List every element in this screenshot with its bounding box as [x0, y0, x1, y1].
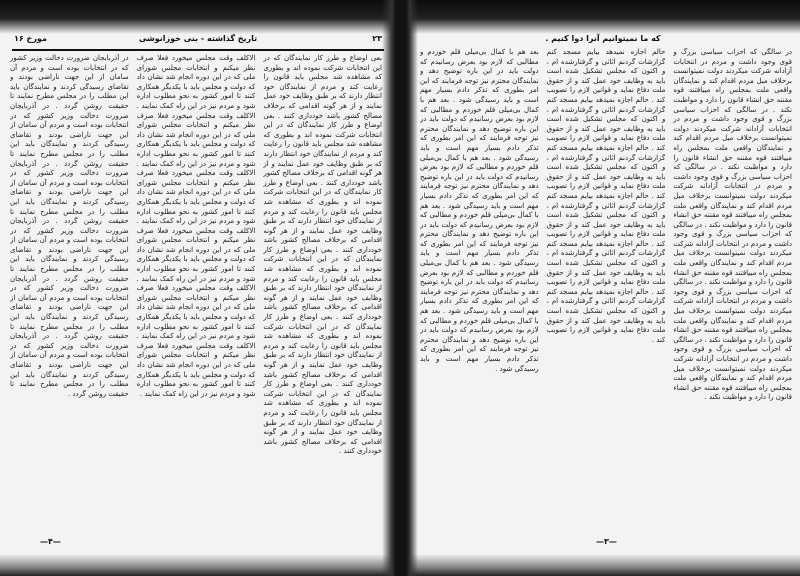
text-column: الاکلف وقت مجلس میخورد فعلا صرف نظر میکنم و انتخابات مجلس شورای ملی که در این دوره انجام شد نشان داد که دولت و مجلس باید با یکدیگر همکاری کنند تا امور کشور به نحو مطلوب اداره شود و مردم نیز در این راه کمک نمایند . الاکلف وقت مجلس میخورد فعلا صرف نظر میکنم و انتخابات مجلس شورای ملی که در این دوره انجام شد نشان داد که دولت و مجلس باید با یکدیگر همکاری کنند تا امور کشور به نحو مطلوب اداره شود و مردم نیز در این راه کمک نمایند . الاکلف وقت مجلس میخورد فعلا صرف نظر میکنم و انتخابات مجلس شورای ملی که در این دوره انجام شد نشان داد که دولت و مجلس باید با یکدیگر همکاری کنند تا امور کشور به نحو مطلوب اداره شود و مردم نیز در این راه کمک نمایند . الاکلف وقت مجلس میخورد فعلا صرف نظر میکنم و انتخابات مجلس شورای ملی که در این دوره انجام شد نشان داد که دولت و مجلس باید با یکدیگر همکاری کنند تا امور کشور به نحو مطلوب اداره شود و مردم نیز در این راه کمک نمایند . الاکلف وقت مجلس میخورد فعلا صرف نظر میکنم و انتخابات مجلس شورای ملی که در این دوره انجام شد نشان داد که دولت و مجلس باید با یکدیگر همکاری کنند تا امور کشور به نحو مطلوب اداره شود و مردم نیز در این راه کمک نمایند . الاکلف وقت مجلس میخورد فعلا صرف نظر میکنم و انتخابات مجلس شورای ملی که در این دوره انجام شد نشان داد که دولت و مجلس باید با یکدیگر همکاری کنند تا امور کشور به نحو مطلوب اداره شود و مردم نیز در این راه کمک نمایند . [136, 54, 256, 398]
text-columns [10, 54, 382, 548]
page-header [14, 30, 382, 48]
text-column: حالم اجازه نمیدهد بیایم مسجد کنم گزارشات گردنم اثاثی و گرفتارشده ام ، و اکنون که مجلس تشکیل شده است باید به وظایف خود عمل کند و از حقوق ملت دفاع نماید و قوانین لازم را تصویب کند . حالم اجازه نمیدهد بیایم مسجد کنم گزارشات گردنم اثاثی و گرفتارشده ام ، و اکنون که مجلس تشکیل شده است باید به وظایف خود عمل کند و از حقوق ملت دفاع نماید و قوانین لازم را تصویب کند . حالم اجازه نمیدهد بیایم مسجد کنم گزارشات گردنم اثاثی و گرفتارشده ام ، و اکنون که مجلس تشکیل شده است باید به وظایف خود عمل کند و از حقوق ملت دفاع نماید و قوانین لازم را تصویب کند . حالم اجازه نمیدهد بیایم مسجد کنم گزارشات گردنم اثاثی و گرفتارشده ام ، و اکنون که مجلس تشکیل شده است باید به وظایف خود عمل کند و از حقوق ملت دفاع نماید و قوانین لازم را تصویب کند . حالم اجازه نمیدهد بیایم مسجد کنم گزارشات گردنم اثاثی و گرفتارشده ام ، و اکنون که مجلس تشکیل شده است باید به وظایف خود عمل کند و از حقوق ملت دفاع نماید و قوانین لازم را تصویب کند . حالم اجازه نمیدهد بیایم مسجد کنم گزارشات گردنم اثاثی و گرفتارشده ام ، و اکنون که مجلس تشکیل شده است باید به وظایف خود عمل کند و از حقوق ملت دفاع نماید و قوانین لازم را تصویب کند . [546, 48, 666, 344]
text-column: بعی اوضاع و طرز کار نمایندگان که در این انتخابات شرکت نموده اند و بطوری که مشاهده شد مجلس باید قانون را رعایت کند و مردم از نمایندگان خود انتظار دارند که بر طبق وظایف خود عمل نمایند و از هر گونه اقدامی که برخلاف مصالح کشور باشد خودداری کنند . بعی اوضاع و طرز کار نمایندگان که در این انتخابات شرکت نموده اند و بطوری که مشاهده شد مجلس باید قانون را رعایت کند و مردم از نمایندگان خود انتظار دارند که بر طبق وظایف خود عمل نمایند و از هر گونه اقدامی که برخلاف مصالح کشور باشد خودداری کنند . بعی اوضاع و طرز کار نمایندگان که در این انتخابات شرکت نموده اند و بطوری که مشاهده شد مجلس باید قانون را رعایت کند و مردم از نمایندگان خود انتظار دارند که بر طبق وظایف خود عمل نمایند و از هر گونه اقدامی که برخلاف مصالح کشور باشد خودداری کنند . بعی اوضاع و طرز کار نمایندگان که در این انتخابات شرکت نموده اند و بطوری که مشاهده شد مجلس باید قانون را رعایت کند و مردم از نمایندگان خود انتظار دارند که بر طبق وظایف خود عمل نمایند و از هر گونه اقدامی که برخلاف مصالح کشور باشد خودداری کنند . بعی اوضاع و طرز کار نمایندگان که در این انتخابات شرکت نموده اند و بطوری که مشاهده شد مجلس باید قانون را رعایت کند و مردم از نمایندگان خود انتظار دارند که بر طبق وظایف خود عمل نمایند و از هر گونه اقدامی که برخلاف مصالح کشور باشد خودداری کنند . بعی اوضاع و طرز کار نمایندگان که در این انتخابات شرکت نموده اند و بطوری که مشاهده شد مجلس باید قانون را رعایت کند و مردم از نمایندگان خود انتظار دارند که بر طبق وظایف خود عمل نمایند و از هر گونه اقدامی که برخلاف مصالح کشور باشد خودداری کنند . [263, 54, 382, 456]
spine-shadow [382, 0, 396, 576]
text-column: در آذربایجان ضرورت دخالت وزیر کشور که در انتخابات بوده است و مردم آن سامان از این جهت ناراضی بودند و تقاضای رسیدگی کردند و نمایندگان باید این مطلب را در مجلس مطرح نمایند تا حقیقت روشن گردد . در آذربایجان ضرورت دخالت وزیر کشور که در انتخابات بوده است و مردم آن سامان از این جهت ناراضی بودند و تقاضای رسیدگی کردند و نمایندگان باید این مطلب را در مجلس مطرح نمایند تا حقیقت روشن گردد . در آذربایجان ضرورت دخالت وزیر کشور که در انتخابات بوده است و مردم آن سامان از این جهت ناراضی بودند و تقاضای رسیدگی کردند و نمایندگان باید این مطلب را در مجلس مطرح نمایند تا حقیقت روشن گردد . در آذربایجان ضرورت دخالت وزیر کشور که در انتخابات بوده است و مردم آن سامان از این جهت ناراضی بودند و تقاضای رسیدگی کردند و نمایندگان باید این مطلب را در مجلس مطرح نمایند تا حقیقت روشن گردد . در آذربایجان ضرورت دخالت وزیر کشور که در انتخابات بوده است و مردم آن سامان از این جهت ناراضی بودند و تقاضای رسیدگی کردند و نمایندگان باید این مطلب را در مجلس مطرح نمایند تا حقیقت روشن گردد . در آذربایجان ضرورت دخالت وزیر کشور که در انتخابات بوده است و مردم آن سامان از این جهت ناراضی بودند و تقاضای رسیدگی کردند و نمایندگان باید این مطلب را در مجلس مطرح نمایند تا حقیقت روشن گردد . [9, 54, 129, 398]
page-footer-number: —۳— [596, 537, 617, 546]
running-title: تاریخ گذاشته - بنی خوزانوشی [138, 34, 258, 43]
scan-shadow-top [0, 0, 396, 34]
page-number: ۲۳ [372, 34, 382, 43]
scan-shadow-top [406, 0, 800, 34]
text-column: در سالگی که احزاب سیاسی بزرگ و قوی وجود داشت و مردم در انتخابات آزادانه شرکت میکردند دولت نمیتوانست برخلاف میل مردم اقدام کند و نمایندگان واقعی ملت بمجلس راه مییافتند قوه مقننه حق انشاء قانون را دارد و مواظبت نکند . در سالگی که احزاب سیاسی بزرگ و قوی وجود داشت و مردم در انتخابات آزادانه شرکت میکردند دولت نمیتوانست برخلاف میل مردم اقدام کند و نمایندگان واقعی ملت بمجلس راه مییافتند قوه مقننه حق انشاء قانون را دارد و مواظبت نکند . در سالگی که احزاب سیاسی بزرگ و قوی وجود داشت و مردم در انتخابات آزادانه شرکت میکردند دولت نمیتوانست برخلاف میل مردم اقدام کند و نمایندگان واقعی ملت بمجلس راه مییافتند قوه مقننه حق انشاء قانون را دارد و مواظبت نکند . در سالگی که احزاب سیاسی بزرگ و قوی وجود داشت و مردم در انتخابات آزادانه شرکت میکردند دولت نمیتوانست برخلاف میل مردم اقدام کند و نمایندگان واقعی ملت بمجلس راه مییافتند قوه مقننه حق انشاء قانون را دارد و مواظبت نکند . در سالگی که احزاب سیاسی بزرگ و قوی وجود داشت و مردم در انتخابات آزادانه شرکت میکردند دولت نمیتوانست برخلاف میل مردم اقدام کند و نمایندگان واقعی ملت بمجلس راه مییافتند قوه مقننه حق انشاء قانون را دارد و مواظبت نکند . در سالگی که احزاب سیاسی بزرگ و قوی وجود داشت و مردم در انتخابات آزادانه شرکت میکردند دولت نمیتوانست برخلاف میل مردم اقدام کند و نمایندگان واقعی ملت بمجلس راه مییافتند قوه مقننه حق انشاء قانون را دارد و مواظبت نکند . [673, 48, 792, 402]
header-rule [12, 49, 384, 51]
scan-shadow-bottom [0, 554, 396, 576]
header-date: مورخ ۱۶ [14, 34, 47, 43]
text-columns [420, 48, 792, 548]
left-page [0, 0, 396, 576]
page-header [420, 30, 786, 48]
right-page [406, 0, 800, 576]
running-title: که ما نمیتوانیم آنرا دوا کنیم . [545, 34, 661, 43]
page-footer-number: —۴— [40, 537, 61, 546]
scan-shadow-bottom [406, 554, 800, 576]
text-column: بعد هم با کمال بی‌میلی قلم خوردم و مطالبی که لازم بود بعرض رسانیدم که دولت باید در این باره توضیح دهد و نمایندگان محترم نیز توجه فرمایند که این امر بطوری که تذکر دادم بسیار مهم است و باید رسیدگی شود . بعد هم با کمال بی‌میلی قلم خوردم و مطالبی که لازم بود بعرض رسانیدم که دولت باید در این باره توضیح دهد و نمایندگان محترم نیز توجه فرمایند که این امر بطوری که تذکر دادم بسیار مهم است و باید رسیدگی شود . بعد هم با کمال بی‌میلی قلم خوردم و مطالبی که لازم بود بعرض رسانیدم که دولت باید در این باره توضیح دهد و نمایندگان محترم نیز توجه فرمایند که این امر بطوری که تذکر دادم بسیار مهم است و باید رسیدگی شود . بعد هم با کمال بی‌میلی قلم خوردم و مطالبی که لازم بود بعرض رسانیدم که دولت باید در این باره توضیح دهد و نمایندگان محترم نیز توجه فرمایند که این امر بطوری که تذکر دادم بسیار مهم است و باید رسیدگی شود . بعد هم با کمال بی‌میلی قلم خوردم و مطالبی که لازم بود بعرض رسانیدم که دولت باید در این باره توضیح دهد و نمایندگان محترم نیز توجه فرمایند که این امر بطوری که تذکر دادم بسیار مهم است و باید رسیدگی شود . بعد هم با کمال بی‌میلی قلم خوردم و مطالبی که لازم بود بعرض رسانیدم که دولت باید در این باره توضیح دهد و نمایندگان محترم نیز توجه فرمایند که این امر بطوری که تذکر دادم بسیار مهم است و باید رسیدگی شود . [419, 48, 539, 373]
spine-shadow [406, 0, 418, 576]
